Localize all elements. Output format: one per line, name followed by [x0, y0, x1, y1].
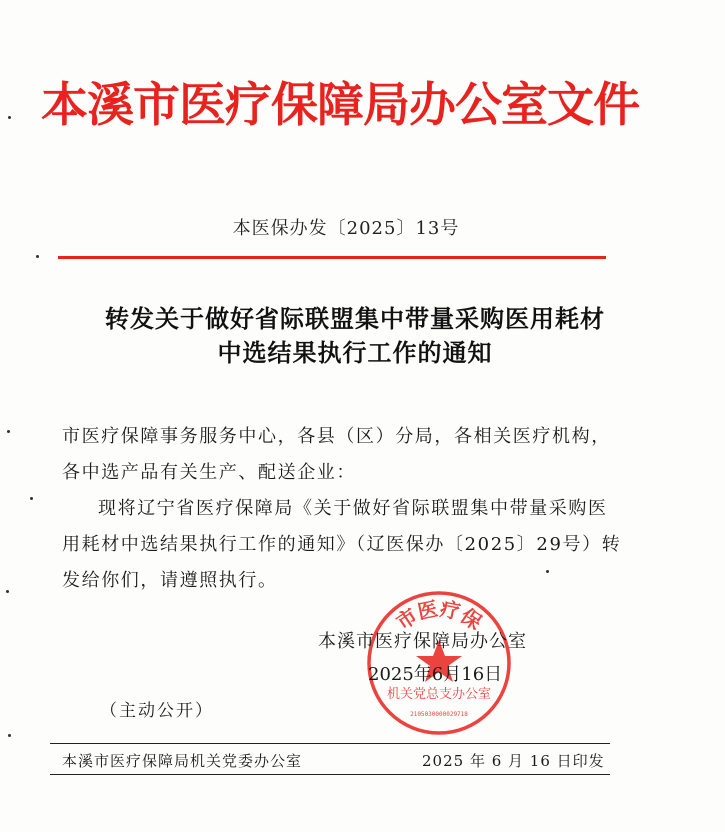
scan-dot: [36, 255, 39, 258]
disclosure-note: （主动公开）: [100, 701, 214, 721]
body-line: 现将辽宁省医疗保障局《关于做好省际联盟集中带量采购医: [98, 498, 608, 519]
title-line-1: 转发关于做好省际联盟集中带量采购医用耗材: [105, 304, 605, 333]
scan-dot: [8, 734, 11, 737]
document-header-title: 本溪市医疗保障局办公室文件: [41, 78, 639, 133]
seal-top-text: 市医疗保: [391, 596, 487, 635]
red-divider: [58, 256, 606, 259]
scan-dot: [7, 430, 10, 433]
document-title: [40, 302, 670, 370]
signature-sender: 本溪市医疗保障局办公室: [318, 631, 527, 652]
body-line: 市医疗保障事务服务中心，各县（区）分局，各相关医疗机构，: [62, 426, 611, 447]
footer-divider-top: [50, 743, 610, 744]
document-number: 本医保办发〔2025〕13号: [232, 218, 460, 239]
seal-serial: 2105030000029718: [410, 711, 468, 718]
body-line: 用耗材中选结果执行工作的通知》（辽医保办〔2025〕29号）转: [62, 534, 622, 555]
seal-inner-text: 机关党总支办公室: [386, 687, 492, 702]
body-line: 各中选产品有关生产、配送企业：: [62, 462, 356, 483]
footer-issuer: 本溪市医疗保障局机关党委办公室: [62, 752, 303, 770]
title-line-2: 中选结果执行工作的通知: [217, 338, 493, 367]
document-body: [62, 419, 622, 599]
footer-divider-bottom: [50, 774, 610, 775]
footer-print-date: 2025 年 6 月 16 日印发: [422, 752, 605, 770]
signature-date: 2025年6月16日: [368, 664, 503, 685]
body-line: 发给你们，请遵照执行。: [62, 570, 278, 591]
scan-dot: [6, 590, 9, 593]
scan-dot: [8, 116, 11, 119]
scan-dot: [30, 497, 33, 500]
